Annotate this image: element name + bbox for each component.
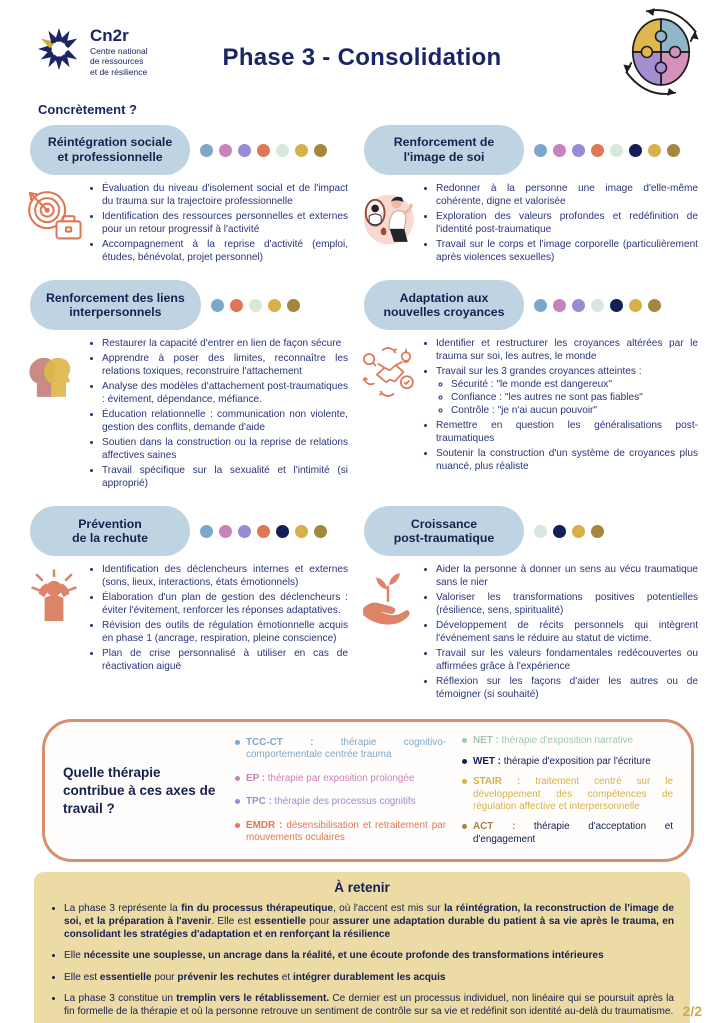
bullet-dot-icon <box>462 824 467 829</box>
therapy-dot-olive <box>667 144 680 157</box>
therapy-dots <box>200 525 327 538</box>
therapy-abbr: TPC : <box>246 796 275 808</box>
therapy-dot-blue <box>211 299 224 312</box>
therapy-dot-navy <box>553 525 566 538</box>
section-bullets <box>86 564 348 675</box>
therapy-desc: thérapie des processus cognitifs <box>274 796 416 808</box>
section-reintegration-sociale <box>30 125 348 266</box>
therapy-dot-gold <box>268 299 281 312</box>
therapy-abbr: EP : <box>246 772 268 784</box>
section-bullet: • Travail sur les valeurs fondamentales redécouvertes ou affirmées grâce à l'expérience <box>436 648 698 674</box>
therapy-dot-mint <box>591 299 604 312</box>
retain-title: À retenir <box>334 880 390 896</box>
therapy-dot-orange <box>257 144 270 157</box>
therapy-item-text <box>246 773 414 785</box>
section-title: Adaptation aux nouvelles croyances <box>383 290 505 320</box>
section-bullet: • Éducation relationnelle : communication non violente, gestion des conflits, demande d'aide <box>102 409 348 435</box>
page-number: 2/2 <box>682 1003 702 1019</box>
therapy-dots <box>534 525 604 538</box>
section-bullet: • Soutenir la construction d'un système de croyances plus nuancé, plus réaliste <box>436 448 698 474</box>
section-bullet: • Aider la personne à donner un sens au vécu traumatique sans le nier <box>436 564 698 590</box>
section-bullets <box>420 564 698 703</box>
section-bullets <box>420 183 698 266</box>
section-bullet: • Soutien dans la construction ou la reprise de relations affectives saines <box>102 437 348 463</box>
retain-bullet: • Elle est essentielle pour prévenir les rechutes et intégrer durablement les acquis <box>64 971 674 984</box>
bullet-dot-icon <box>235 823 240 828</box>
therapy-desc: désensibilisation et retraitement par mouvements oculaires <box>246 819 446 844</box>
therapy-dot-blue <box>200 525 213 538</box>
section-title-pill <box>364 280 524 330</box>
section-header <box>30 125 348 175</box>
therapy-dot-mint <box>534 525 547 538</box>
therapy-desc: thérapie cognitivo-comportementale centrée trauma <box>246 737 446 761</box>
bullet-dot-icon <box>462 738 467 743</box>
concrete-label: Concrètement ? <box>38 102 137 117</box>
section-bullet: • Accompagnement à la reprise d'activité (emploi, études, bénévolat, projet personnel) <box>102 239 348 265</box>
therapy-dots <box>534 144 680 157</box>
section-header <box>364 506 698 556</box>
therapy-dot-mint <box>276 144 289 157</box>
therapy-abbr: NET : <box>473 735 502 747</box>
section-title: Croissance post-traumatique <box>393 516 495 546</box>
brand-tagline: Centre national de ressources et de résilience <box>90 46 148 77</box>
therapy-dot-gold <box>648 144 661 157</box>
section-bullet: • Plan de crise personnalisé à utiliser en cas de réactivation aiguë <box>102 648 348 674</box>
therapy-dot-olive <box>287 299 300 312</box>
therapy-dot-orange <box>230 299 243 312</box>
bullet-dot-icon <box>235 776 240 781</box>
cn2r-logo-icon <box>36 26 82 77</box>
section-prevention-rechute <box>30 506 348 703</box>
section-bullet: • Redonner à la personne une image d'elle-même cohérente, digne et valorisée <box>436 183 698 209</box>
therapy-dot-purple <box>238 144 251 157</box>
brand <box>36 26 148 77</box>
two-profiles-icon <box>24 338 86 492</box>
section-bullet: • Exploration des valeurs profondes et redéfinition de l'identité post-traumatique <box>436 211 698 237</box>
sub-bullet: ◦ Sécurité : "le monde est dangereux" <box>451 379 698 392</box>
therapy-item-ep <box>235 773 446 785</box>
therapy-item-emdr <box>235 820 446 845</box>
section-header <box>30 280 348 330</box>
header <box>0 0 724 92</box>
therapy-desc: thérapie d'exposition narrative <box>501 735 633 747</box>
brand-name: Cn2r <box>90 26 129 46</box>
therapy-abbr: EMDR : <box>246 819 287 831</box>
section-bullet: • Travail sur les 3 grandes croyances atteintes : ◦ Sécurité : "le monde est dangereux" ◦ Confiance : "les autres ne sont pas fiables" ◦ Contrôle : "je n'ai aucun pouvoir" <box>436 366 698 418</box>
section-bullet: • Identification des déclencheurs internes et externes (sons, lieux, interactions, états émotionnels) <box>102 564 348 590</box>
therapy-abbr: ACT : <box>473 821 534 833</box>
therapy-dot-pink <box>553 299 566 312</box>
therapy-item-stair <box>462 776 673 813</box>
section-bullet: • Révision des outils de régulation émotionnelle acquis en phase 1 (ancrage, respiration, pleine conscience) <box>102 620 348 646</box>
section-title: Réintégration sociale et professionnelle <box>47 135 173 164</box>
section-bullet: • Apprendre à poser des limites, reconnaître les relations toxiques, reconstruire l'attachement <box>102 353 348 379</box>
therapy-abbr: STAIR : <box>473 776 536 788</box>
section-title-pill <box>30 506 190 556</box>
section-bullet: • Restaurer la capacité d'entrer en lien de façon sécure <box>102 338 348 351</box>
retain-bullet: • La phase 3 constitue un tremplin vers le rétablissement. Ce dernier est un processus individuel, non linéaire qui se poursuit après la fin formelle de la thérapie et où la personne retrouve un sentiment de contrôle sur sa vie et redéfinit son identité au-delà du traumatisme. <box>64 992 674 1018</box>
therapy-desc: thérapie d'acceptation et d'engagement <box>473 821 673 845</box>
section-bullet: • Évaluation du niveau d'isolement social et de l'impact du trauma sur la trajectoire professionnelle <box>102 183 348 209</box>
therapy-dot-gold <box>295 144 308 157</box>
section-croissance-post-traumatique <box>364 506 698 703</box>
section-title-pill <box>30 280 201 330</box>
therapy-item-tcc-ct <box>235 737 446 762</box>
therapy-abbr: TCC-CT : <box>246 737 341 749</box>
section-title: Renforcement des liens interpersonnels <box>46 290 185 320</box>
section-title: Renforcement de l'image de soi <box>393 135 495 164</box>
target-briefcase-icon <box>24 183 86 266</box>
section-title-pill <box>364 506 524 556</box>
section-nouvelles-croyances <box>364 280 698 492</box>
therapy-dots <box>534 299 661 312</box>
therapy-dot-olive <box>314 525 327 538</box>
therapy-item-net <box>462 735 673 747</box>
section-header <box>364 280 698 330</box>
therapy-item-text <box>473 776 673 813</box>
therapy-item-text <box>246 796 416 808</box>
section-title: Prévention de la rechute <box>72 516 148 546</box>
handshake-network-icon <box>358 338 420 475</box>
hand-growth-icon <box>358 564 420 703</box>
therapy-dot-mint <box>249 299 262 312</box>
bullet-dot-icon <box>462 759 467 764</box>
therapy-dot-pink <box>219 144 232 157</box>
therapy-item-text <box>473 821 673 846</box>
section-bullets <box>420 338 698 475</box>
therapy-desc: thérapie par exposition prolongée <box>267 772 415 784</box>
retain-bullet: • Elle nécessite une souplesse, un ancrage dans la réalité, et une écoute profonde des transformations intérieures <box>64 949 674 962</box>
therapy-dot-purple <box>572 299 585 312</box>
section-bullet: • Développement de récits personnels qui intègrent l'événement sans le réduire au statut de victime. <box>436 620 698 646</box>
therapy-dot-gold <box>629 299 642 312</box>
sections-grid <box>0 125 724 717</box>
therapy-dot-navy <box>276 525 289 538</box>
section-bullets <box>86 183 348 266</box>
bullet-dot-icon <box>235 740 240 745</box>
section-bullet: • Travail spécifique sur la sexualité et l'intimité (si approprié) <box>102 465 348 491</box>
sub-bullet: ◦ Confiance : "les autres ne sont pas fiables" <box>451 392 698 405</box>
retain-bullet: • La phase 3 représente la fin du processus thérapeutique, où l'accent est mis sur la réintégration, la reconstruction de l'image de soi, et la préparation à l'avenir. Elle est essentielle pour assurer une adaptation durable du patient à sa vie après le trauma, en consolidant les stratégies d'adaptation et en renforçant la résilience <box>64 902 674 941</box>
retain-box <box>34 872 690 1023</box>
therapy-dot-navy <box>610 299 623 312</box>
therapy-dot-olive <box>591 525 604 538</box>
section-bullet: • Analyse des modèles d'attachement post-traumatiques : évitement, dépendance, méfiance. <box>102 381 348 407</box>
therapy-item-text <box>473 735 633 747</box>
section-renforcement-image-de-soi <box>364 125 698 266</box>
section-bullet: • Valoriser les transformations positives potentielles (résilience, sens, spiritualité) <box>436 592 698 618</box>
bullet-dot-icon <box>462 779 467 784</box>
therapy-dots <box>200 144 327 157</box>
therapy-dot-mint <box>610 144 623 157</box>
therapy-col2 <box>462 735 673 846</box>
therapy-col1 <box>235 735 446 846</box>
section-bullet: • Réflexion sur les façons d'aider les autres ou de témoigner (si souhaité) <box>436 676 698 702</box>
therapy-dot-blue <box>200 144 213 157</box>
therapy-item-text <box>473 756 651 768</box>
therapy-desc: thérapie d'exposition par l'écriture <box>503 755 651 767</box>
section-bullet: • Identifier et restructurer les croyances altérées par le trauma sur soi, les autres, le monde <box>436 338 698 364</box>
therapy-dot-gold <box>295 525 308 538</box>
therapy-dot-orange <box>591 144 604 157</box>
mirror-reflection-icon <box>358 183 420 266</box>
therapy-box <box>42 719 694 862</box>
therapy-dot-blue <box>534 299 547 312</box>
therapy-desc: traitement centré sur le développement des compétences de régulation affective et interpersonnelle <box>473 776 673 812</box>
section-bullet: • Élaboration d'un plan de gestion des déclencheurs : éviter l'évitement, renforcer les réponses adaptatives. <box>102 592 348 618</box>
therapy-item-act <box>462 821 673 846</box>
therapy-dot-purple <box>572 144 585 157</box>
therapy-item-text <box>246 737 446 762</box>
sub-bullet-list <box>436 379 698 418</box>
therapy-item-wet <box>462 756 673 768</box>
bullet-dot-icon <box>235 799 240 804</box>
therapy-item-text <box>246 820 446 845</box>
therapy-dots <box>211 299 300 312</box>
section-title-pill <box>30 125 190 175</box>
therapy-dot-olive <box>648 299 661 312</box>
therapy-dot-blue <box>534 144 547 157</box>
section-title-pill <box>364 125 524 175</box>
section-liens-interpersonnels <box>30 280 348 492</box>
therapy-item-tpc <box>235 796 446 808</box>
therapy-dot-olive <box>314 144 327 157</box>
puzzle-cycle-icon <box>614 4 708 105</box>
therapy-dot-pink <box>553 144 566 157</box>
therapy-dot-navy <box>629 144 642 157</box>
therapy-dot-pink <box>219 525 232 538</box>
section-bullets <box>86 338 348 492</box>
sub-bullet: ◦ Contrôle : "je n'ai aucun pouvoir" <box>451 405 698 418</box>
therapy-abbr: WET : <box>473 755 504 767</box>
therapy-dot-purple <box>238 525 251 538</box>
section-header <box>364 125 698 175</box>
therapy-dot-orange <box>257 525 270 538</box>
section-bullet: • Remettre en question les généralisations post-traumatiques <box>436 420 698 446</box>
retain-list <box>50 902 674 1018</box>
section-bullet: • Identification des ressources personnelles et externes pour un retour progressif à l'activité <box>102 211 348 237</box>
page-title: Phase 3 - Consolidation <box>222 44 502 71</box>
section-header <box>30 506 348 556</box>
stressed-person-icon <box>24 564 86 675</box>
therapy-dot-gold <box>572 525 585 538</box>
section-bullet: • Travail sur le corps et l'image corporelle (particulièrement après violences sexuelles) <box>436 239 698 265</box>
therapy-question: Quelle thérapie contribue à ces axes de travail ? <box>63 765 216 816</box>
